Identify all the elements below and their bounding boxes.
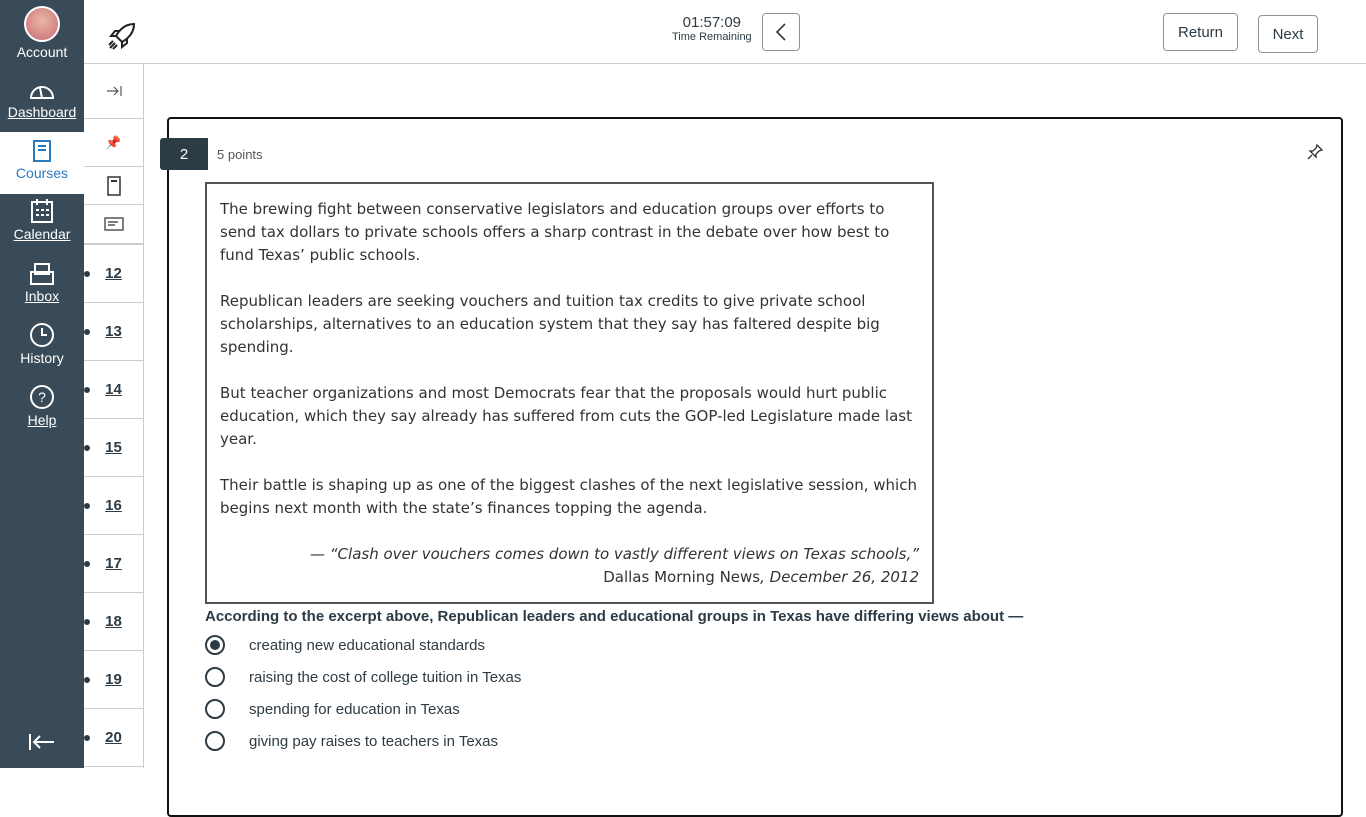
excerpt-paragraph: The brewing fight between conservative legislators and education groups over efforts to send tax dollars to private schools offers a sharp contrast in the debate over how best to fund Texas’ public schools. bbox=[220, 200, 890, 264]
nav-calendar[interactable] bbox=[0, 198, 84, 242]
question-link[interactable]: 15 bbox=[84, 419, 143, 477]
radio-button[interactable] bbox=[205, 731, 225, 751]
excerpt-paragraph: Republican leaders are seeking vouchers and tuition tax credits to give private school scholarships, alternatives to an education system that they say has faltered despite big spending. bbox=[220, 292, 880, 356]
answer-option[interactable] bbox=[205, 635, 485, 655]
nav-help[interactable] bbox=[0, 384, 84, 428]
question-list bbox=[84, 245, 143, 767]
rocket-icon bbox=[106, 20, 138, 52]
expand-sidebar-button[interactable] bbox=[84, 64, 143, 119]
question-link[interactable]: 14 bbox=[84, 361, 143, 419]
calculator-icon bbox=[107, 176, 121, 196]
answer-option[interactable] bbox=[205, 667, 521, 687]
question-link[interactable]: 16 bbox=[84, 477, 143, 535]
top-bar bbox=[84, 0, 1366, 64]
time-remaining-label: Time Remaining bbox=[672, 31, 752, 43]
collapse-icon bbox=[28, 732, 56, 752]
question-points: 5 points bbox=[217, 147, 263, 162]
question-link[interactable]: 17 bbox=[84, 535, 143, 593]
svg-text:?: ? bbox=[38, 389, 46, 405]
expand-icon bbox=[106, 85, 122, 97]
chevron-left-icon bbox=[775, 22, 787, 42]
radio-button[interactable] bbox=[205, 635, 225, 655]
notes-icon bbox=[104, 217, 124, 231]
nav-inbox[interactable] bbox=[0, 262, 84, 304]
option-label: raising the cost of college tuition in Texas bbox=[249, 668, 522, 686]
inbox-icon bbox=[29, 262, 55, 286]
global-nav bbox=[0, 0, 84, 768]
nav-label: History bbox=[20, 350, 64, 366]
nav-label: Inbox bbox=[24, 288, 60, 304]
hide-timer-button[interactable] bbox=[762, 13, 800, 51]
history-icon bbox=[29, 322, 55, 348]
option-label: giving pay raises to teachers in Texas bbox=[249, 732, 499, 750]
nav-account[interactable] bbox=[0, 6, 84, 60]
nav-label: Dashboard bbox=[7, 104, 77, 120]
next-button[interactable]: Next bbox=[1258, 15, 1318, 53]
question-number: 2 bbox=[160, 138, 208, 170]
citation-date: , December 26, 2012 bbox=[760, 568, 919, 586]
help-icon bbox=[29, 384, 55, 410]
pin-question-icon[interactable] bbox=[1306, 143, 1324, 161]
time-remaining-value: 01:57:09 bbox=[682, 14, 742, 31]
option-label: spending for education in Texas bbox=[249, 700, 460, 718]
citation-source: Dallas Morning News bbox=[603, 568, 761, 586]
question-sidebar bbox=[84, 64, 144, 768]
pin-icon: 📌 bbox=[105, 134, 122, 150]
excerpt bbox=[205, 182, 934, 604]
courses-icon bbox=[32, 139, 52, 163]
citation bbox=[220, 543, 919, 589]
nav-courses[interactable] bbox=[0, 132, 84, 194]
nav-label: Account bbox=[16, 44, 68, 60]
collapse-nav-button[interactable] bbox=[0, 732, 84, 752]
notes-button[interactable] bbox=[84, 205, 143, 245]
radio-button[interactable] bbox=[205, 699, 225, 719]
question-link[interactable]: 19 bbox=[84, 651, 143, 709]
excerpt-paragraph: Their battle is shaping up as one of the biggest clashes of the next legislative session, which begins next month with the state’s finances topping the agenda. bbox=[220, 476, 917, 517]
radio-button[interactable] bbox=[205, 667, 225, 687]
calculator-button[interactable] bbox=[84, 167, 143, 205]
timer bbox=[672, 14, 752, 43]
question-link[interactable]: 18 bbox=[84, 593, 143, 651]
nav-history[interactable] bbox=[0, 322, 84, 366]
dashboard-icon bbox=[28, 80, 56, 102]
question-link[interactable]: 12 bbox=[84, 245, 143, 303]
nav-label: Courses bbox=[15, 165, 69, 181]
nav-dashboard[interactable] bbox=[0, 80, 84, 120]
answer-option[interactable] bbox=[205, 731, 498, 751]
avatar bbox=[24, 6, 60, 42]
calendar-icon bbox=[30, 198, 54, 224]
question-link[interactable]: 13 bbox=[84, 303, 143, 361]
citation-title: — “Clash over vouchers comes down to vastly different views on Texas schools,” bbox=[310, 545, 919, 563]
return-button[interactable]: Return bbox=[1163, 13, 1238, 51]
nav-label: Help bbox=[27, 412, 57, 428]
question-prompt: According to the excerpt above, Republican leaders and educational groups in Texas have differing views about — bbox=[205, 608, 1024, 625]
pin-button[interactable] bbox=[84, 119, 143, 167]
nav-label: Calendar bbox=[13, 226, 71, 242]
answer-option[interactable] bbox=[205, 699, 460, 719]
excerpt-paragraph: But teacher organizations and most Democrats fear that the proposals would hurt public education, which they say already has suffered from cuts the GOP-led Legislature made last year. bbox=[220, 384, 912, 448]
option-label: creating new educational standards bbox=[249, 636, 485, 654]
question-link[interactable]: 20 bbox=[84, 709, 143, 767]
